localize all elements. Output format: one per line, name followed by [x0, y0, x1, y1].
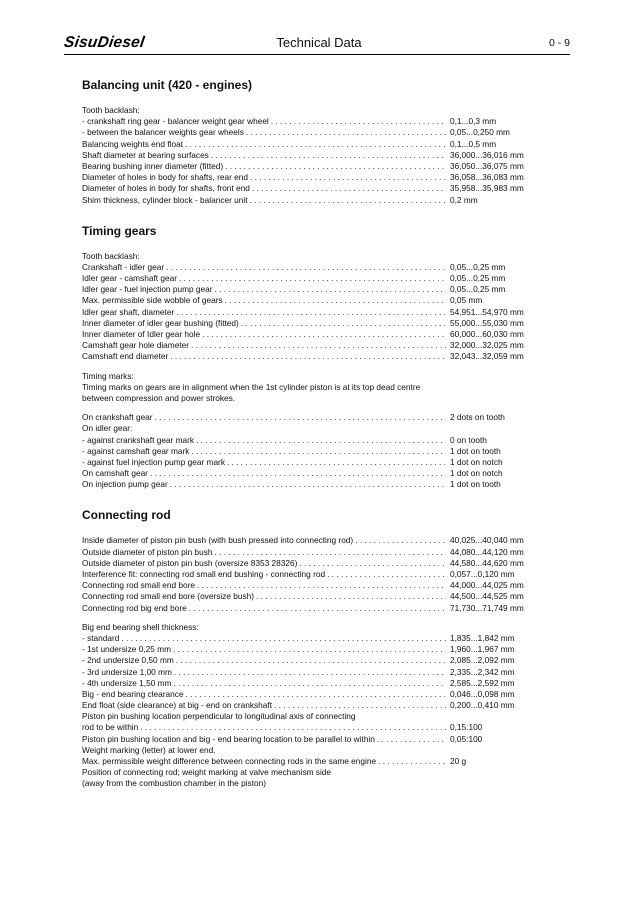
dot-leader	[171, 644, 446, 655]
spec-row	[82, 678, 542, 689]
section	[82, 78, 542, 206]
dot-leader	[189, 340, 446, 351]
spec-row	[82, 722, 542, 733]
spec-value: 1 dot on tooth	[450, 445, 501, 456]
spec-row	[82, 633, 542, 644]
spec-label: On camshaft gear	[82, 468, 148, 479]
spec-value: 0,2 mm	[450, 194, 478, 205]
spec-label: Outside diameter of piston pin bush	[82, 546, 213, 557]
spec-label: - crankshaft ring gear - balancer weight gear wheel	[82, 116, 269, 127]
dot-leader	[148, 468, 446, 479]
spec-row	[82, 700, 542, 711]
spec-row	[82, 655, 542, 666]
section-spacer	[82, 206, 542, 224]
spec-label: Idler gear - camshaft gear	[82, 273, 177, 284]
spec-label: Inner diameter of idler gear bushing (fitted)	[82, 317, 239, 328]
spec-label: Inside diameter of piston pin bush (with bush pressed into connecting rod)	[82, 535, 354, 546]
spec-label: Bearing bushing inner diameter (fitted)	[82, 160, 224, 171]
text-line: Timing marks:	[82, 370, 134, 381]
spec-value: 2,585...2,592 mm	[450, 677, 515, 688]
spec-value: 0,05 mm	[450, 295, 483, 306]
spec-row	[82, 161, 542, 172]
dot-leader	[223, 161, 446, 172]
spec-label: - 3rd undersize 1,00 mm	[82, 666, 172, 677]
dot-leader	[187, 603, 446, 614]
spec-label: Interference fit: connecting rod small end bushing - connecting rod	[82, 569, 326, 579]
spec-value: 0,05...0,250 mm	[450, 127, 510, 138]
spec-label: - 1st undersize 0,25 mm	[82, 644, 171, 655]
spec-row	[82, 295, 542, 306]
spec-value: 0,1...0,5 mm	[450, 138, 497, 149]
spec-row	[82, 603, 542, 614]
dot-leader	[353, 535, 446, 546]
page-header	[0, 0, 638, 62]
spec-value: 1,835...1,842 mm	[450, 632, 515, 643]
spec-row	[82, 183, 542, 194]
spec-label: On crankshaft gear	[82, 412, 153, 423]
dot-leader	[269, 116, 446, 127]
dot-leader	[376, 756, 446, 767]
spec-row	[82, 644, 542, 655]
spec-row	[82, 262, 542, 273]
header-rule	[64, 54, 570, 55]
spec-row	[82, 734, 542, 745]
dot-leader	[248, 195, 446, 206]
spec-value: 55,000...55,030 mm	[450, 317, 524, 328]
spec-row	[82, 457, 542, 468]
spacer	[82, 363, 542, 371]
dot-leader	[168, 479, 446, 490]
spec-value: 0,057...0,120 mm	[450, 569, 515, 579]
section-spacer	[82, 490, 542, 508]
spec-value: 0,05:100	[450, 733, 483, 744]
text-line: Weight marking (letter) at lower end.	[82, 744, 216, 755]
spec-label: - against crankshaft gear mark	[82, 434, 195, 445]
dot-leader	[297, 558, 446, 569]
spec-value: 0 on tooth	[450, 434, 487, 445]
spec-value: 20 g	[450, 756, 467, 766]
text-line: On idler gear:	[82, 423, 133, 434]
spec-label: Outside diameter of piston pin bush (oversize 8353 28326)	[82, 557, 298, 568]
spec-value: 2 dots on tooth	[450, 412, 505, 423]
spec-row	[82, 340, 542, 351]
spec-row	[82, 479, 542, 490]
spec-label: - standard	[82, 632, 120, 643]
spec-row	[82, 689, 542, 700]
spec-value: 32,000...32,025 mm	[450, 340, 524, 351]
spec-label: Camshaft gear hole diameter	[82, 340, 189, 351]
spec-value: 0,05...0,25 mm	[450, 284, 506, 295]
spec-value: 40,025...40,040 mm	[450, 535, 524, 546]
section-title: Timing gears	[82, 223, 157, 238]
spec-row	[82, 412, 542, 423]
dot-leader	[164, 262, 446, 273]
section	[82, 508, 542, 789]
spec-row	[82, 558, 542, 569]
spec-value: 0,046...0,098 mm	[450, 688, 515, 699]
section-title: Balancing unit (420 - engines)	[82, 78, 253, 92]
spec-label: Camshaft end diameter	[82, 351, 169, 362]
spec-row	[82, 569, 542, 580]
spec-row	[82, 307, 542, 318]
spec-value: 2,335...2,342 mm	[450, 666, 515, 677]
spec-row	[82, 591, 542, 602]
spacer	[82, 614, 542, 622]
spec-value: 44,080...44,120 mm	[450, 546, 524, 557]
spec-row	[82, 535, 542, 546]
spec-value: 44,500...44,525 mm	[450, 591, 524, 602]
spec-value: 0,05...0,25 mm	[450, 261, 506, 272]
dot-leader	[272, 700, 446, 711]
spec-row	[82, 150, 542, 161]
page-number: 0 - 9	[548, 37, 570, 49]
spec-value: 60,000...60,030 mm	[450, 329, 524, 339]
spec-value: 36,058...36,083 mm	[450, 172, 524, 183]
spec-label: Shim thickness, cylinder block - balancer unit	[82, 194, 248, 205]
text-line: Big end bearing shell thickness:	[82, 621, 199, 632]
spec-value: 0,200...0,410 mm	[450, 700, 515, 711]
spec-row	[82, 318, 542, 329]
text-line: Tooth backlash:	[82, 105, 140, 115]
text-line: Timing marks on gears are in alignment when the 1st cylinder piston is at its top dead centre	[82, 381, 421, 392]
dot-leader	[325, 569, 446, 580]
spec-label: Max. permissible weight difference between connecting rods in the same engine	[82, 756, 377, 766]
dot-leader	[189, 446, 446, 457]
spacer	[82, 404, 542, 412]
spec-value: 32,043...32,059 mm	[450, 351, 524, 362]
dot-leader	[244, 127, 446, 138]
spec-value: 54,951...54,970 mm	[450, 306, 524, 317]
spec-value: 2,085...2,092 mm	[450, 655, 515, 666]
dot-leader	[174, 655, 446, 666]
dot-leader	[177, 273, 446, 284]
spec-label: On injection pump gear	[82, 479, 168, 490]
spec-label: - 2nd undersize 0,50 mm	[82, 655, 174, 666]
spec-label: Connecting rod small end bore	[82, 580, 195, 591]
spec-row	[82, 446, 542, 457]
spec-row	[82, 172, 542, 183]
spec-row	[82, 667, 542, 678]
spec-row	[82, 284, 542, 295]
spec-label: End float (side clearance) at big - end on crankshaft	[82, 700, 273, 711]
spec-value: 0,1...0,3 mm	[450, 116, 497, 127]
dot-leader	[138, 722, 446, 733]
spec-label: Connecting rod big end bore	[82, 602, 187, 613]
dot-leader	[183, 139, 446, 150]
dot-leader	[239, 318, 446, 329]
spec-value: 0,05...0,25 mm	[450, 273, 506, 284]
sisudiesel-logo: SisuDiesel	[62, 34, 146, 51]
spec-label: rod to be within	[82, 722, 139, 733]
spec-label: - against camshaft gear mark	[82, 445, 190, 456]
text-line: Piston pin bushing location perpendicular to longitudinal axis of connecting	[82, 711, 356, 722]
spec-label: Piston pin bushing location and big - end bearing location to be parallel to within	[82, 733, 375, 744]
spec-row	[82, 351, 542, 362]
section	[82, 224, 542, 491]
dot-leader	[209, 150, 446, 161]
spec-row	[82, 580, 542, 591]
dot-leader	[254, 591, 446, 602]
spec-label: Idler gear shaft, diameter	[82, 306, 175, 317]
spec-value: 1,960...1,967 mm	[450, 644, 515, 655]
spec-row	[82, 195, 542, 206]
section-title: Connecting rod	[82, 508, 171, 523]
spec-row	[82, 127, 542, 138]
spec-label: Idler gear - fuel injection pump gear	[82, 284, 213, 295]
dot-leader	[213, 547, 446, 558]
dot-leader	[250, 183, 446, 194]
spec-label: - between the balancer weights gear wheels	[82, 127, 244, 138]
spec-row	[82, 756, 542, 767]
spec-value: 36,000...36,016 mm	[450, 149, 524, 160]
spec-row	[82, 435, 542, 446]
spec-label: Inner diameter of Idler gear hole	[82, 329, 201, 339]
spec-value: 36,050...36,075 mm	[450, 160, 524, 171]
spec-value: 71,730...71,749 mm	[450, 602, 524, 613]
dot-leader	[172, 667, 446, 678]
spec-label: Crankshaft - idler gear	[82, 261, 165, 272]
spec-label: Shaft diameter at bearing surfaces	[82, 149, 209, 160]
page-title: Technical Data	[276, 35, 362, 50]
document-body	[82, 78, 542, 790]
spec-row	[82, 468, 542, 479]
dot-leader	[183, 689, 446, 700]
spec-value: 35,958...35,983 mm	[450, 183, 524, 194]
spec-label: Diameter of holes in body for shafts, rear end	[82, 172, 249, 183]
dot-leader	[119, 633, 446, 644]
spec-value: 1 dot on notch	[450, 468, 503, 479]
spec-value: 1 dot on notch	[450, 456, 503, 467]
spec-row	[82, 139, 542, 150]
spec-row	[82, 547, 542, 558]
text-line: Tooth backlash:	[82, 250, 140, 261]
spec-label: Big - end bearing clearance	[82, 688, 184, 699]
dot-leader	[174, 307, 446, 318]
spec-row	[82, 329, 542, 340]
spec-value: 44,000...44,025 mm	[450, 580, 524, 591]
dot-leader	[168, 351, 446, 362]
dot-leader	[225, 457, 446, 468]
text-line: (away from the combustion chamber in the piston)	[82, 778, 266, 789]
spec-label: Max. permissible side wobble of gears	[82, 295, 223, 306]
spec-label: Balancing weights end float	[82, 138, 184, 149]
dot-leader	[223, 295, 446, 306]
dot-leader	[194, 435, 446, 446]
text-line: between compression and power strokes.	[82, 392, 236, 403]
text-line: Position of connecting rod; weight marking at valve mechanism side	[82, 767, 332, 778]
dot-leader	[248, 172, 446, 183]
dot-leader	[213, 284, 446, 295]
spec-label: - 4th undersize 1,50 mm	[82, 677, 172, 688]
dot-leader	[171, 678, 446, 689]
spec-label: - against fuel injection pump gear mark	[82, 456, 225, 467]
spec-value: 1 dot on tooth	[450, 479, 501, 490]
dot-leader	[375, 734, 446, 745]
spec-row	[82, 116, 542, 127]
spec-label: Diameter of holes in body for shafts, front end	[82, 183, 250, 194]
spec-value: 44,580...44,620 mm	[450, 557, 524, 568]
dot-leader	[195, 580, 446, 591]
spec-row	[82, 273, 542, 284]
spec-value: 0,15:100	[450, 722, 483, 733]
dot-leader	[200, 329, 446, 340]
dot-leader	[153, 412, 446, 423]
spec-label: Connecting rod small end bore (oversize bush)	[82, 591, 255, 602]
